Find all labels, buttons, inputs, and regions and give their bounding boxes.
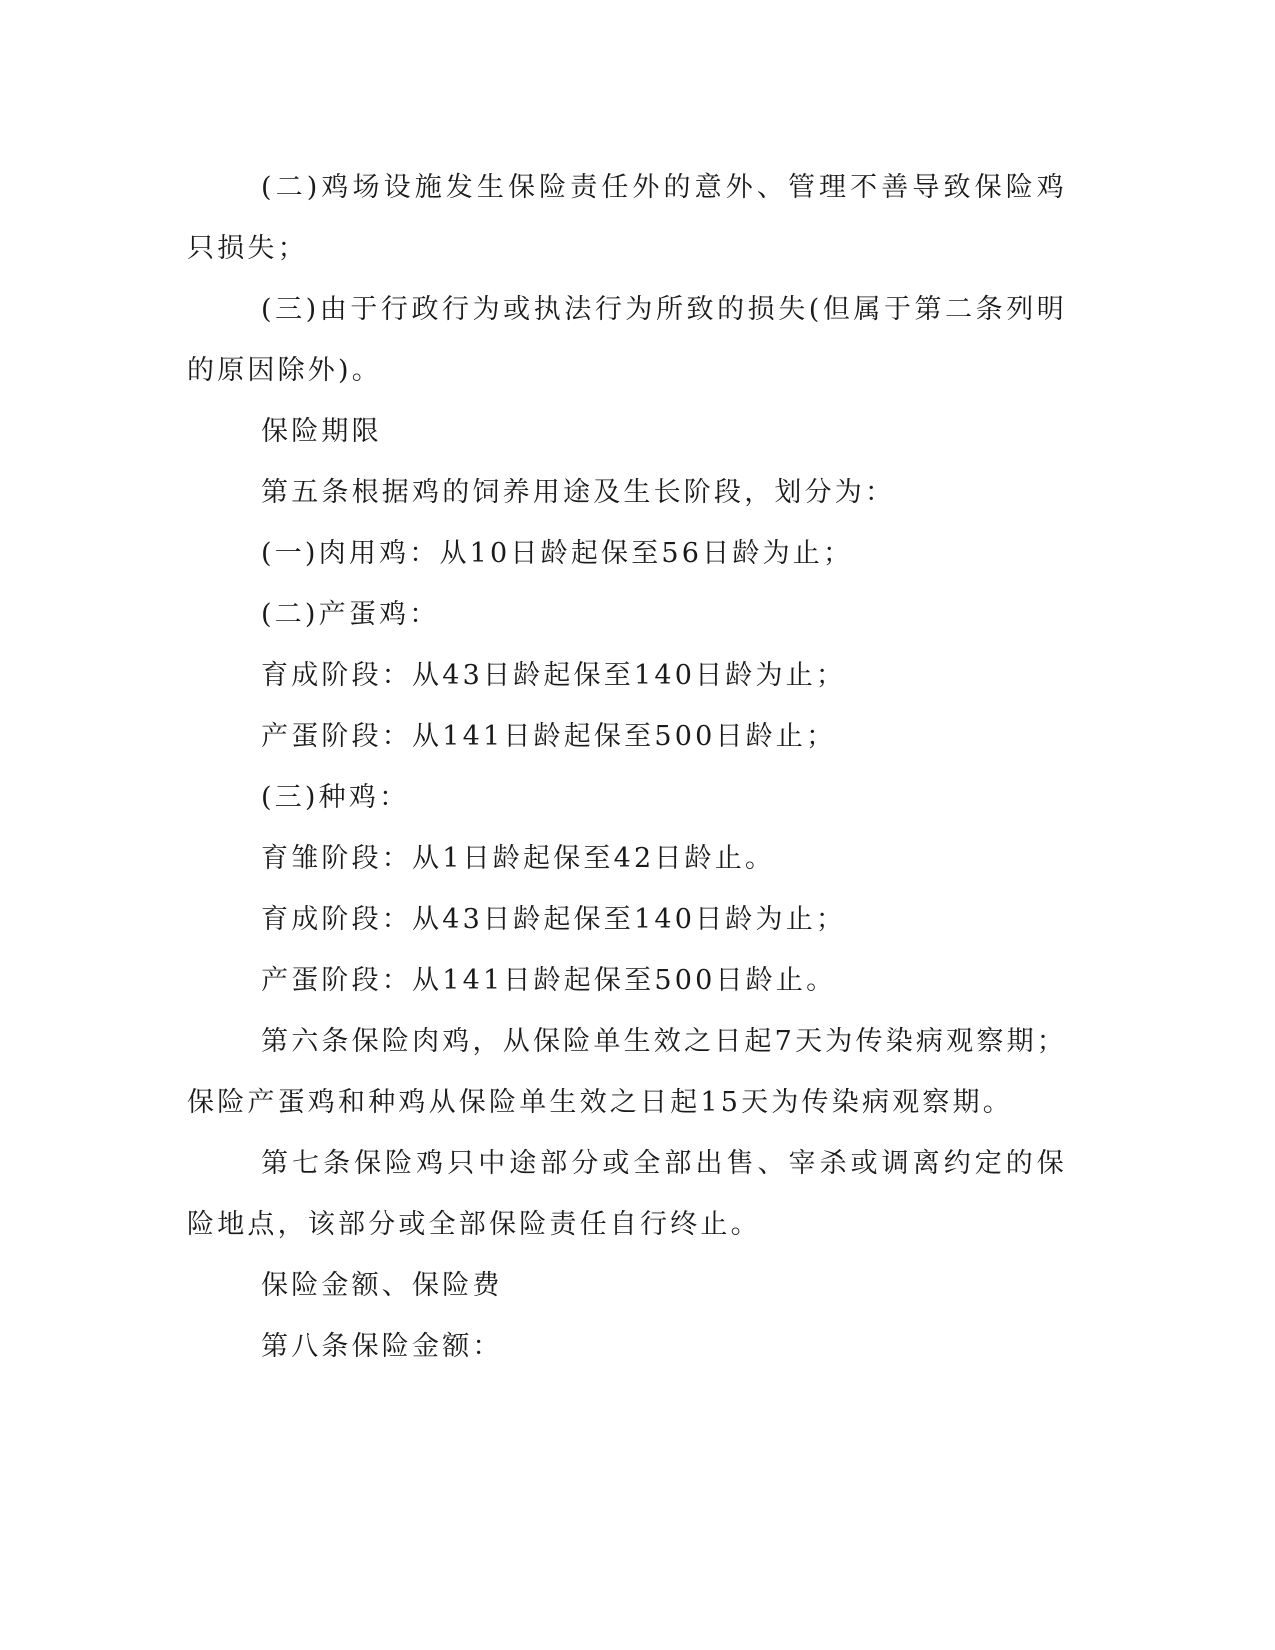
- paragraph-broiler: (一)肉用鸡：从10日龄起保至56日龄为止；: [261, 538, 854, 569]
- document-page: [187, 157, 1067, 1377]
- paragraph-article-7: 第七条保险鸡只中途部分或全部出售、宰杀或调离约定的保险地点，该部分或全部保险责任自行终止。: [187, 1148, 1067, 1240]
- section-heading-insurance-period: 保险期限: [261, 416, 382, 447]
- paragraph-layer-laying: 产蛋阶段：从141日龄起保至500日龄止；: [261, 721, 837, 752]
- paragraph-layer-heading: (二)产蛋鸡：: [261, 599, 440, 630]
- paragraph-breeder-heading: (三)种鸡：: [261, 782, 410, 813]
- paragraph-clause-2: (二)鸡场设施发生保险责任外的意外、管理不善导致保险鸡只损失；: [187, 172, 1067, 264]
- paragraph-layer-rearing: 育成阶段：从43日龄起保至140日龄为止；: [261, 660, 847, 691]
- paragraph-article-8: 第八条保险金额：: [261, 1331, 503, 1362]
- paragraph-clause-3: (三)由于行政行为或执法行为所致的损失(但属于第二条列明的原因除外)。: [187, 294, 1067, 386]
- paragraph-breeder-laying: 产蛋阶段：从141日龄起保至500日龄止。: [261, 965, 837, 996]
- paragraph-breeder-rearing: 育成阶段：从43日龄起保至140日龄为止；: [261, 904, 847, 935]
- paragraph-article-6: 第六条保险肉鸡，从保险单生效之日起7天为传染病观察期；保险产蛋鸡和种鸡从保险单生效之日起15天为传染病观察期。: [187, 1026, 1067, 1118]
- section-heading-insured-amount: 保险金额、保险费: [261, 1270, 503, 1301]
- paragraph-article-5: 第五条根据鸡的饲养用途及生长阶段，划分为：: [261, 477, 896, 508]
- paragraph-breeder-brooding: 育雏阶段：从1日龄起保至42日龄止。: [261, 843, 776, 874]
